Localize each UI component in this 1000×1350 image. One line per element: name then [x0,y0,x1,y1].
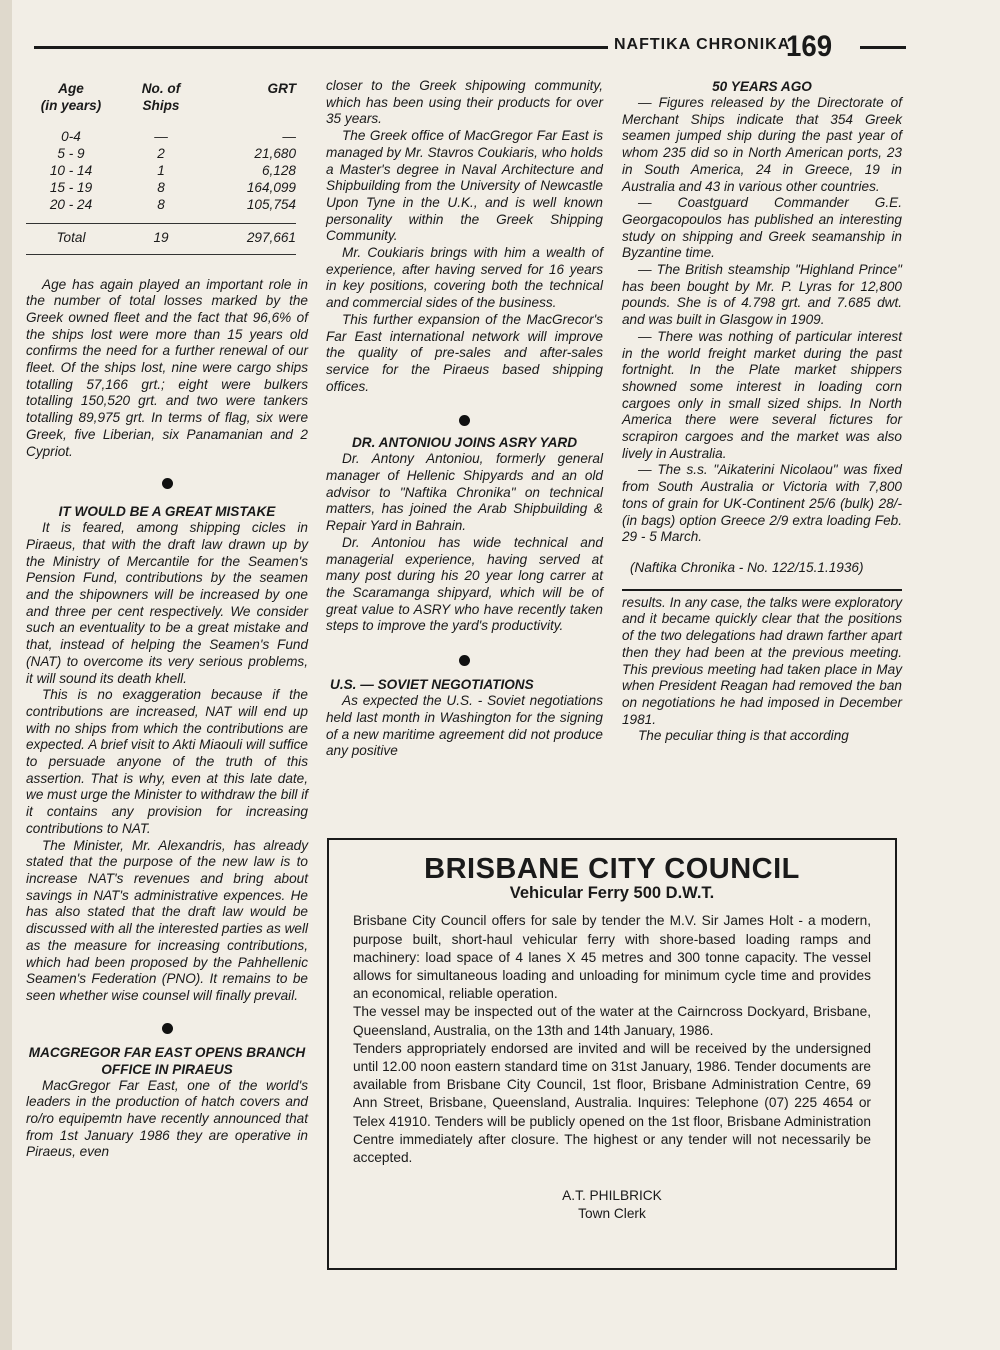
ad-paragraph-2: The vessel may be inspected out of the water at the Cairncross Dockyard, Brisbane, Queensland, Australia, on the 13th and 14th January, 1986. [353,1004,871,1038]
table-total-row: Total 19 297,661 [56,230,296,245]
fifty-years-item-5: — The s.s. "Aikaterini Nicolaou" was fixed from South Australia or Victoria with 7,800 tons of grain for UK-Continent 25/6 (bulk) 28/- (in bags) option Greece 2/9 extra loading Feb. 29 - 5 March. [622,462,902,545]
soviet-cont-paragraph-2: The peculiar thing is that according [638,728,849,744]
ad-paragraph-3: Tenders appropriately endorsed are invited and will be received by the undersigned until 12.00 noon eastern standard time on 31st January, 1986. Tender documents are available from Brisbane City Council, 1st floor, Brisbane Administration Centre, 69 Ann Street, Brisbane, Queensland, Australia. Inquires: Telephone (07) 225 4654 or Telex 41910. Tenders will be publicly opened on the 1st floor, Brisbane Administration Centre immediately after closure. The highest or any tender will not necessarily be accepted. [353,1040,871,1166]
fifty-years-item-4: — There was nothing of particular interest in the world freight market during the past fortnight. In the Plate market shippers showned some interest in loading corn cargoes only in small sized ships. In North America there were several fictures for scrapiron cargoes and the market was also lively in Australia. [622,328,902,461]
column-2 [326,78,603,760]
mistake-paragraph-2: This is no exaggeration because if the contributions are increased, NAT will end up with no ships from which the contributions are expected. A brief visit to Akti Miaouli will suffice to persuade anyone of the truth of this assertion. That is why, even at this late date, we must urge the Minister to withdraw the bill if it contains any provision for increasing contributions to NAT. [26,687,308,836]
section-bullet [162,1023,173,1034]
header-rule-right [860,46,906,49]
macgregor-paragraph-1-cont: closer to the Greek shipowing community, which has been using their products for over 35 years. [326,78,603,127]
macgregor-paragraph-1: MacGregor Far East, one of the world's leaders in the production of hatch covers and ro/ro equipemtn have recently announced that from 1st January 1986 they are operative in Piraeus, even [26,1077,308,1160]
soviet-cont-paragraph-1: results. In any case, the talks were exploratory and it became quickly clear that the positions of the two delegations had drawn farther apart then they had been at the previous meeting. This previous meeting had taken place in May when President Reagan had removed the ban on negotiations he had imposed in December 1981. [622,594,902,727]
macgregor-paragraph-2: The Greek office of MacGregor Far East is managed by Mr. Stavros Coukiaris, who holds a Master's degree in Naval Architecture and Shipbuilding from the University of Newcastle Upon Tyne in the U.K., and is well known personality within the Greek Shipping Community. [326,128,603,244]
page-number: 169 [786,30,833,63]
column-3 [622,78,902,745]
section-rule [622,589,902,591]
ships-header-2: Ships [142,98,180,113]
grt-header: GRT [267,81,296,96]
fifty-years-item-3: — The British steamship "Highland Prince" has been bought by Mr. P. Lyras for 12,800 pounds. She is of 4.798 grt. and 7.685 dwt. and was built in Glasgow in 1909. [622,262,902,328]
soviet-heading: U.S. — SOVIET NEGOTIATIONS [330,677,534,693]
macgregor-heading: MACGREGOR FAR EAST OPENS BRANCH OFFICE IN PIRAEUS [28,1044,306,1077]
table-row: 5 - 9 2 21,680 [57,146,296,161]
table-row: 20 - 24 8 105,754 [49,197,296,212]
macgregor-paragraph-3: Mr. Coukiaris brings with him a wealth of experience, after having served for 16 years in key positions, covering both the technical and commercial sides of the business. [326,245,603,311]
ad-signatory-title: Town Clerk [578,1206,646,1222]
table-row: 15 - 19 8 164,099 [49,180,296,195]
table-header-row [26,80,296,114]
fifty-years-heading: 50 YEARS AGO [712,79,812,94]
antoniou-paragraph-1: Dr. Antony Antoniou, formerly general manager of Hellenic Shipyards and an old advisor to "Naftika Chronika" on technical matters, has joined the Arab Shipbuilding & Repair Yard in Bahrain. [326,451,603,534]
ad-paragraph-1: Brisbane City Council offers for sale by tender the M.V. Sir James Holt - a modern, purpose built, short-haul vehicular ferry with shore-based loading ramps and machinery: load space of 4 lanes X 45 metres and 300 tonne capacity. The vessel allows for simultaneous loading and unloading for minimum cycle time and provides an economical, reliable operation. [353,913,871,1002]
fifty-years-item-2: — Coastguard Commander G.E. Georgacopoulos has published an interesting study on shipping and Greek seamanship in Byzantine time. [622,195,902,261]
fleet-age-table [26,80,296,255]
header-rule-left [34,46,608,49]
section-bullet [459,655,470,666]
section-bullet [459,415,470,426]
ad-title: BRISBANE CITY COUNCIL [424,853,800,885]
section-bullet [162,478,173,489]
soviet-paragraph-1: As expected the U.S. - Soviet negotiations held last month in Washington for the signing of a new maritime agreement did not produce any positive [326,693,603,759]
page-edge-shadow [0,0,12,1350]
antoniou-heading: DR. ANTONIOU JOINS ASRY YARD [351,435,578,451]
table-row: 0-4 — — [61,129,296,144]
column-1 [26,80,308,1161]
ships-header: No. of [141,81,181,96]
ad-signature [353,1187,871,1223]
age-paragraph: Age has again played an important role in the number of total losses marked by the Greek owned fleet and the fact that 96,6% of the ships lost were more than 15 years old confirms the need for a further renewal of our fleet. Of the ships lost, nine were cargo ships totalling 57,166 grt.; eight were bulkers totalling 150,520 grt. and two were tankers totalling 89,975 grt. In terms of flag, six were Greek, five Liberian, six Panamanian and 2 Cypriot. [26,276,308,459]
mistake-paragraph-3: The Minister, Mr. Alexandris, has already stated that the purpose of the new law is to increase NAT's revenues and bring about savings in NAT's administrative expences. He has also stated that the draft law would be discussed with all the interested parties as well as the measure for increasing contributions, which had been proposed by the Pahhellenic Seamen's Federation (PNO). It remains to be seen whether wise counsel will finally prevail. [26,837,308,1003]
ad-subtitle: Vehicular Ferry 500 D.W.T. [509,884,715,903]
magazine-name: NAFTIKA CHRONIKA [614,36,791,53]
fifty-years-source: (Naftika Chronika - No. 122/15.1.1936) [630,559,864,575]
age-header: Age [58,81,84,96]
mistake-heading: IT WOULD BE A GREAT MISTAKE [58,504,276,520]
age-header-unit: (in years) [40,98,102,113]
table-row: 10 - 14 1 6,128 [49,163,296,178]
brisbane-advertisement [327,838,897,1270]
mistake-paragraph-1: It is feared, among shipping cicles in Piraeus, that with the draft law drawn up by the Ministry of Mercantile for the Seamen's Pension Fund, contributions by the seamen and the shipowners will be increased by one and three per cent respectively. We consider such an eventuality to be a great mistake and that, instead of helping the Seamen's Fund (NAT) to overcome its very serious problems, it will sound its death khell. [26,520,308,686]
fifty-years-item-1: — Figures released by the Directorate of Merchant Ships indicate that 354 Greek seamen jumped ship during the past year of whom 235 did so in North American ports, 23 in South America, 24 in Greece, 19 in Australia and 43 in various other countries. [622,95,902,194]
antoniou-paragraph-2: Dr. Antoniou has wide technical and managerial experience, having served at many post during his 20 year long carrer at the Scaramanga shipyard, which will be of great value to ASRY who have recently taken steps to improve the yard's productivity. [326,534,603,634]
ad-signatory: A.T. PHILBRICK [562,1188,662,1204]
macgregor-paragraph-4: This further expansion of the MacGrecor's Far East international network will improve the quality of pre-sales and after-sales service for the Piraeus based shipping offices. [326,311,603,394]
